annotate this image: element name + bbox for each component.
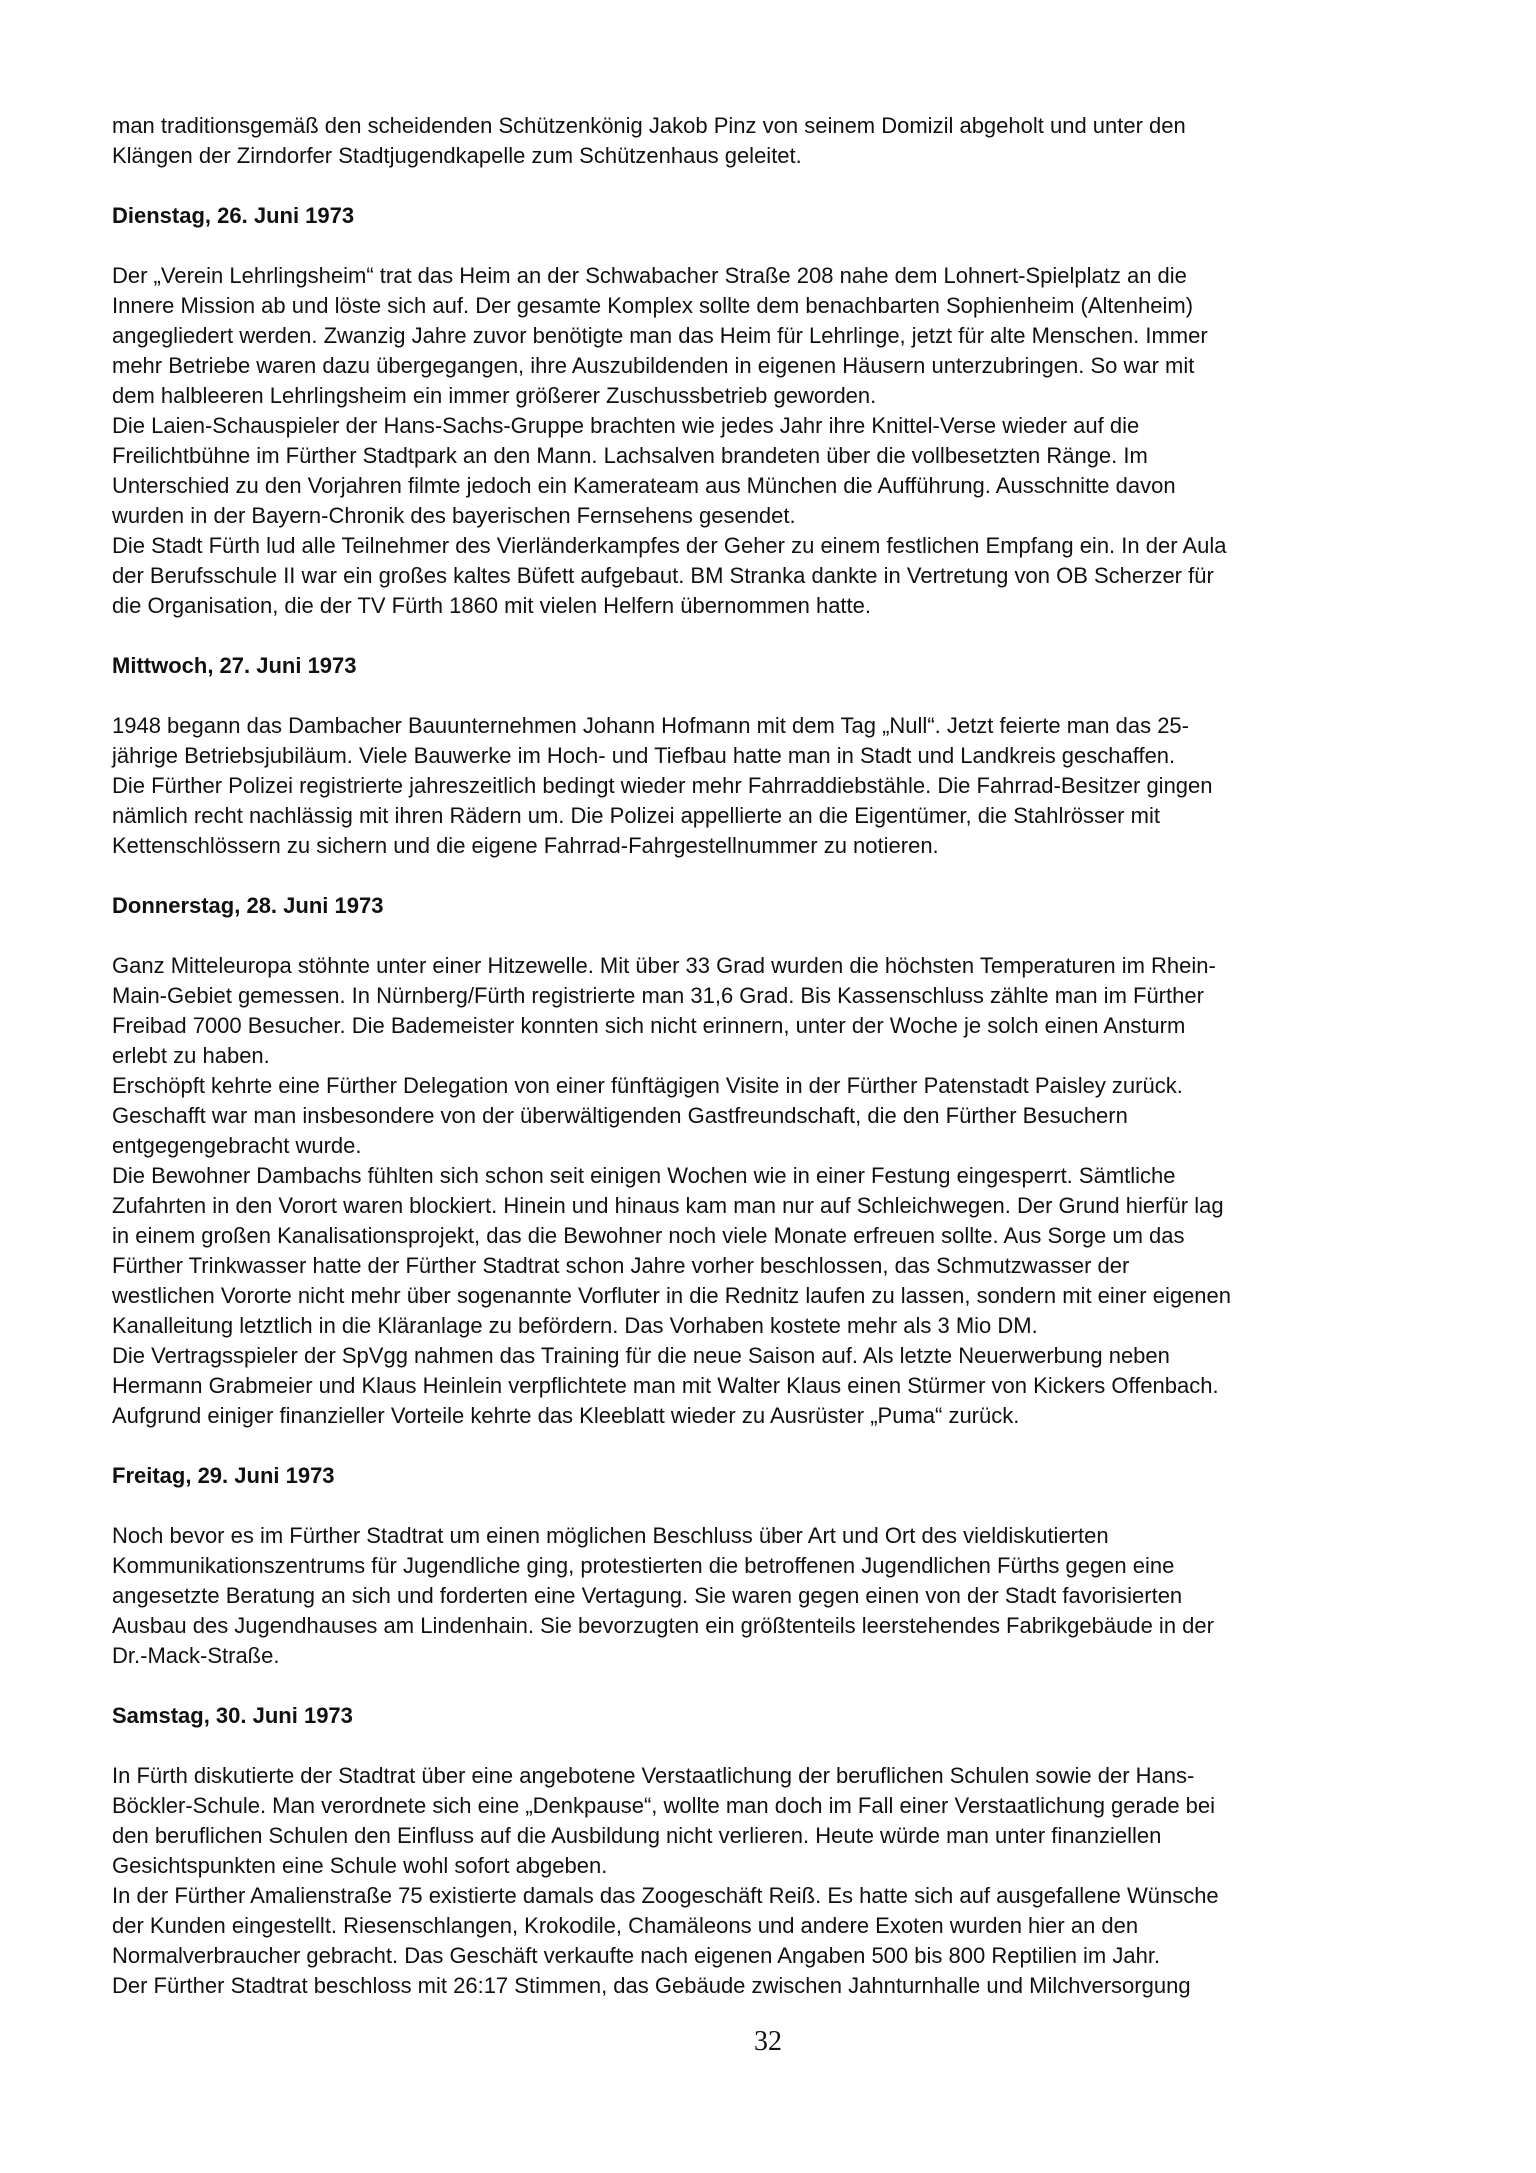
text-line: In Fürth diskutierte der Stadtrat über eine angebotene Verstaatlichung der beruflichen Schulen sowie der Hans-: [112, 1763, 1195, 1788]
text-line: Die Laien-Schauspieler der Hans-Sachs-Gruppe brachten wie jedes Jahr ihre Knittel-Verse wieder auf die: [112, 413, 1140, 438]
text-line: Der „Verein Lehrlingsheim“ trat das Heim an der Schwabacher Straße 208 nahe dem Lohnert-Spielplatz an die: [112, 263, 1187, 288]
text-line: Kanalleitung letztlich in die Kläranlage zu befördern. Das Vorhaben kostete mehr als 3 Mio DM.: [112, 1313, 1038, 1338]
date-heading: Samstag, 30. Juni 1973: [112, 1703, 353, 1728]
text-line: Freilichtbühne im Fürther Stadtpark an den Mann. Lachsalven brandeten über die vollbesetzten Ränge. Im: [112, 443, 1148, 468]
text-line: Geschafft war man insbesondere von der überwältigenden Gastfreundschaft, die den Fürther Besuchern: [112, 1103, 1128, 1128]
text-line: den beruflichen Schulen den Einfluss auf die Ausbildung nicht verlieren. Heute würde man unter finanziellen: [112, 1823, 1162, 1848]
page-number: 32: [754, 2026, 782, 2057]
text-line: der Kunden eingestellt. Riesenschlangen, Krokodile, Chamäleons und andere Exoten wurden hier an den: [112, 1913, 1139, 1938]
blank-line: [112, 171, 1442, 201]
text-line: Der Fürther Stadtrat beschloss mit 26:17 Stimmen, das Gebäude zwischen Jahnturnhalle und Milchversorgung: [112, 1973, 1191, 1998]
date-heading: Dienstag, 26. Juni 1973: [112, 203, 355, 228]
text-line: man traditionsgemäß den scheidenden Schützenkönig Jakob Pinz von seinem Domizil abgeholt und unter den: [112, 113, 1186, 138]
text-line: 1948 begann das Dambacher Bauunternehmen Johann Hofmann mit dem Tag „Null“. Jetzt feierte man das 25-: [112, 713, 1189, 738]
text-line: Kommunikationszentrums für Jugendliche ging, protestierten die betroffenen Jugendlichen Fürths gegen eine: [112, 1553, 1175, 1578]
date-heading: Donnerstag, 28. Juni 1973: [112, 893, 384, 918]
blank-line: [112, 1731, 1442, 1761]
blank-line: [112, 921, 1442, 951]
text-line: entgegengebracht wurde.: [112, 1133, 362, 1158]
text-line: Innere Mission ab und löste sich auf. Der gesamte Komplex sollte dem benachbarten Sophienheim (Altenheim): [112, 293, 1194, 318]
blank-line: [112, 681, 1442, 711]
text-line: Die Bewohner Dambachs fühlten sich schon seit einigen Wochen wie in einer Festung eingesperrt. Sämtliche: [112, 1163, 1176, 1188]
text-line: westlichen Vororte nicht mehr über sogenannte Vorfluter in die Rednitz laufen zu lassen, sondern mit einer eigenen: [112, 1283, 1232, 1308]
blank-line: [112, 1431, 1442, 1461]
text-line: Die Vertragsspieler der SpVgg nahmen das Training für die neue Saison auf. Als letzte Neuerwerbung neben: [112, 1343, 1170, 1368]
text-line: Kettenschlössern zu sichern und die eigene Fahrrad-Fahrgestellnummer zu notieren.: [112, 833, 939, 858]
text-line: in einem großen Kanalisationsprojekt, das die Bewohner noch viele Monate erfreuen sollte. Aus Sorge um das: [112, 1223, 1185, 1248]
text-line: Die Fürther Polizei registrierte jahreszeitlich bedingt wieder mehr Fahrraddiebstähle. Die Fahrrad-Besitzer gingen: [112, 773, 1213, 798]
text-line: Ganz Mitteleuropa stöhnte unter einer Hitzewelle. Mit über 33 Grad wurden die höchsten Temperaturen im Rhein-: [112, 953, 1216, 978]
text-line: Normalverbraucher gebracht. Das Geschäft verkaufte nach eigenen Angaben 500 bis 800 Reptilien im Jahr.: [112, 1943, 1161, 1968]
text-line: Gesichtspunkten eine Schule wohl sofort abgeben.: [112, 1853, 608, 1878]
text-line: Klängen der Zirndorfer Stadtjugendkapelle zum Schützenhaus geleitet.: [112, 143, 802, 168]
text-line: wurden in der Bayern-Chronik des bayerischen Fernsehens gesendet.: [112, 503, 796, 528]
blank-line: [112, 231, 1442, 261]
text-line: die Organisation, die der TV Fürth 1860 mit vielen Helfern übernommen hatte.: [112, 593, 871, 618]
text-line: Böckler-Schule. Man verordnete sich eine „Denkpause“, wollte man doch im Fall einer Verstaatlichung gerade bei: [112, 1793, 1216, 1818]
text-line: Ausbau des Jugendhauses am Lindenhain. Sie bevorzugten ein größtenteils leerstehendes Fabrikgebäude in der: [112, 1613, 1214, 1638]
text-line: Hermann Grabmeier und Klaus Heinlein verpflichtete man mit Walter Klaus einen Stürmer von Kickers Offenbach.: [112, 1373, 1219, 1398]
date-heading: Mittwoch, 27. Juni 1973: [112, 653, 357, 678]
text-line: Noch bevor es im Fürther Stadtrat um einen möglichen Beschluss über Art und Ort des vieldiskutierten: [112, 1523, 1109, 1548]
text-line: Die Stadt Fürth lud alle Teilnehmer des Vierländerkampfes der Geher zu einem festlichen Empfang ein. In der Aula: [112, 533, 1227, 558]
text-line: Dr.-Mack-Straße.: [112, 1643, 280, 1668]
blank-line: [112, 1671, 1442, 1701]
blank-line: [112, 621, 1442, 651]
text-line: angesetzte Beratung an sich und forderten eine Vertagung. Sie waren gegen einen von der Stadt favorisierten: [112, 1583, 1183, 1608]
text-line: Main-Gebiet gemessen. In Nürnberg/Fürth registrierte man 31,6 Grad. Bis Kassenschluss zählte man im Fürther: [112, 983, 1204, 1008]
text-line: dem halbleeren Lehrlingsheim ein immer größerer Zuschussbetrieb geworden.: [112, 383, 877, 408]
blank-line: [112, 1491, 1442, 1521]
document-body: [112, 111, 1442, 2001]
text-line: Fürther Trinkwasser hatte der Fürther Stadtrat schon Jahre vorher beschlossen, das Schmutzwasser der: [112, 1253, 1130, 1278]
text-line: Aufgrund einiger finanzieller Vorteile kehrte das Kleeblatt wieder zu Ausrüster „Puma“ zurück.: [112, 1403, 1020, 1428]
text-line: jährige Betriebsjubiläum. Viele Bauwerke im Hoch- und Tiefbau hatte man in Stadt und Landkreis geschaffen.: [112, 743, 1176, 768]
text-line: nämlich recht nachlässig mit ihren Rädern um. Die Polizei appellierte an die Eigentümer, die Stahlrösser mit: [112, 803, 1160, 828]
text-line: mehr Betriebe waren dazu übergegangen, ihre Auszubildenden in eigenen Häusern unterzubringen. So war mit: [112, 353, 1195, 378]
text-line: Freibad 7000 Besucher. Die Bademeister konnten sich nicht erinnern, unter der Woche je solch einen Ansturm: [112, 1013, 1186, 1038]
text-line: der Berufsschule II war ein großes kaltes Büfett aufgebaut. BM Stranka dankte in Vertretung von OB Scherzer für: [112, 563, 1214, 588]
text-line: erlebt zu haben.: [112, 1043, 270, 1068]
text-line: Erschöpft kehrte eine Fürther Delegation von einer fünftägigen Visite in der Fürther Patenstadt Paisley zurück.: [112, 1073, 1183, 1098]
text-line: Zufahrten in den Vorort waren blockiert. Hinein und hinaus kam man nur auf Schleichwegen. Der Grund hierfür lag: [112, 1193, 1224, 1218]
blank-line: [112, 861, 1442, 891]
date-heading: Freitag, 29. Juni 1973: [112, 1463, 335, 1488]
text-line: Unterschied zu den Vorjahren filmte jedoch ein Kamerateam aus München die Aufführung. Ausschnitte davon: [112, 473, 1176, 498]
text-line: In der Fürther Amalienstraße 75 existierte damals das Zoogeschäft Reiß. Es hatte sich auf ausgefallene Wünsche: [112, 1883, 1219, 1908]
text-line: angegliedert werden. Zwanzig Jahre zuvor benötigte man das Heim für Lehrlinge, jetzt für alte Menschen. Immer: [112, 323, 1208, 348]
